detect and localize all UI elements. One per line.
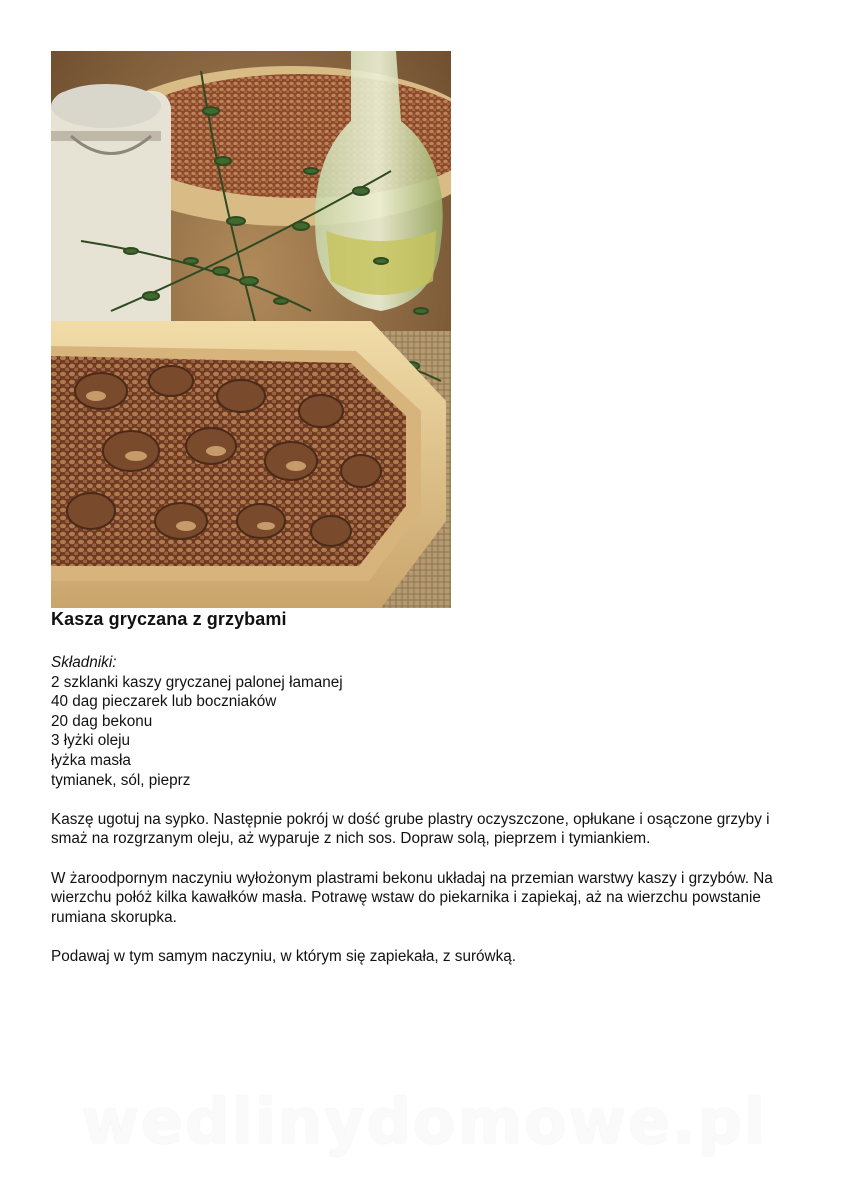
ingredient-item: 20 dag bekonu (51, 712, 153, 730)
ingredients-list (51, 673, 791, 791)
ingredient-item: 2 szklanki kaszy gryczanej palonej łamanej (51, 673, 343, 691)
ingredient-item: 3 łyżki oleju (51, 732, 131, 750)
recipe-content (51, 653, 791, 967)
ingredients-heading: Składniki: (51, 654, 117, 671)
instruction-paragraph: Kaszę ugotuj na sypko. Następnie pokrój w dość grube plastry oczyszczone, opłukane i osączone grzyby i smaż na rozgrzanym oleju, aż wyparuje z nich sos. Dopraw solą, pieprzem i tymiankiem. (51, 810, 770, 848)
ingredient-item: tymianek, sól, pieprz (51, 771, 191, 789)
ingredient-item: 40 dag pieczarek lub boczniaków (51, 693, 277, 711)
site-watermark: wedlinydomowe.pl (81, 1085, 768, 1158)
instruction-paragraph: W żaroodpornym naczyniu wyłożonym plastrami bekonu układaj na przemian warstwy kaszy i grzybów. Na wierzchu połóż kilka kawałków masła. Potrawę wstaw do piekarnika i zapiekaj, aż na wierzchu powstanie rumiana skorupka. (51, 869, 773, 926)
recipe-title: Kasza gryczana z grzybami (51, 609, 287, 629)
ingredients-section (51, 653, 791, 790)
instruction-paragraph: Podawaj w tym samym naczyniu, w którym się zapiekała, z surówką. (51, 947, 517, 965)
ingredient-item: łyżka masła (51, 751, 131, 769)
recipe-photo (51, 51, 451, 608)
